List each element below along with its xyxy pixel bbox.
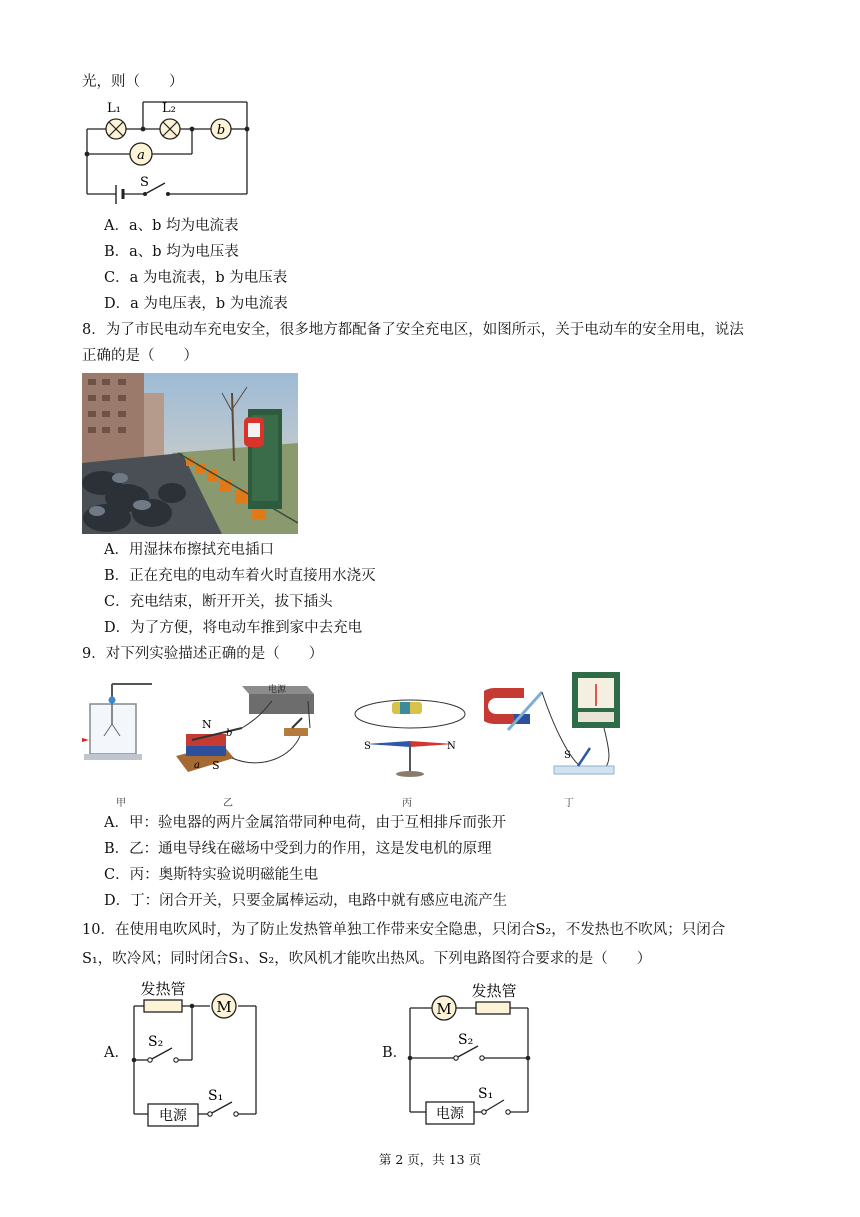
- q8-option-d: D．为了方便，将电动车推到家中去充电: [104, 620, 363, 636]
- caption-ding: 丁: [564, 798, 574, 809]
- q9-option-d: D．丁：闭合开关，只要金属棒运动，电路中就有感应电流产生: [104, 893, 508, 909]
- oersted-experiment-figure: [350, 686, 470, 782]
- page-footer: 第 2 页，共 13 页: [378, 1152, 482, 1167]
- compass-n-label: N: [447, 741, 456, 752]
- meter-b-label: b: [216, 123, 226, 138]
- caption-jia: 甲: [116, 798, 126, 809]
- q10-circuit-a: [128, 976, 263, 1128]
- heater-icon: [476, 1002, 510, 1014]
- q7-circuit-diagram: [80, 96, 255, 208]
- lamp-l2-label: L₂: [162, 101, 176, 116]
- switch-s2-label: S₂: [148, 1034, 164, 1050]
- q7-option-d: D．a 为电压表，b 为电流表: [104, 296, 288, 312]
- q7-option-c: C．a 为电流表，b 为电压表: [104, 270, 288, 286]
- switch-s2-label: S₂: [458, 1032, 474, 1048]
- charging-station-photo: [82, 373, 298, 534]
- lamp-l1-icon: [106, 119, 126, 139]
- heater-label: 发热管: [471, 982, 517, 1000]
- switch-s-label: S: [140, 175, 149, 190]
- q8-stem-line2: 正确的是（ ）: [82, 348, 198, 364]
- q8-option-c: C．充电结束，断开开关，拔下插头: [104, 594, 333, 610]
- caption-yi: 乙: [223, 798, 233, 809]
- induction-experiment-figure: [484, 668, 624, 786]
- q7-option-b: B．a、b 均为电压表: [104, 244, 239, 260]
- electroscope-figure: [82, 676, 157, 764]
- switch-s-label: S: [564, 750, 571, 761]
- switch-s1-label: S₁: [478, 1086, 494, 1102]
- power-source-label: 电源: [159, 1108, 187, 1124]
- q8-option-a: A．用湿抹布擦拭充电插口: [104, 542, 274, 558]
- power-box-label: 电源: [267, 685, 287, 695]
- q9-stem: 9．对下列实验描述正确的是（ ）: [82, 646, 324, 662]
- lamp-l1-label: L₁: [107, 101, 121, 116]
- rail-b-label: b: [226, 728, 233, 739]
- q9-option-c: C．丙：奥斯特实验说明磁能生电: [104, 867, 319, 883]
- q8-stem-line1: 8．为了市民电动车充电安全，很多地方都配备了安全充电区，如图所示，关于电动车的安全用电，说法: [82, 322, 744, 338]
- q7-option-a: A．a、b 均为电流表: [104, 218, 239, 234]
- power-source-label: 电源: [436, 1106, 464, 1122]
- meter-a-label: a: [137, 148, 145, 163]
- q10-stem-line1: 10．在使用电吹风时，为了防止发热管单独工作带来安全隐患，只闭合S₂，不发热也不吹风；只闭合: [82, 922, 726, 938]
- q10-stem-line2: S₁，吹冷风；同时闭合S₁、S₂，吹风机才能吹出热风。下列电路图符合要求的是（ ）: [82, 951, 652, 967]
- q10-option-b-label: B．: [382, 1045, 408, 1061]
- lamp-l2-icon: [160, 119, 180, 139]
- rail-a-label: a: [194, 760, 200, 771]
- pole-n-label: N: [202, 718, 212, 731]
- q9-option-b: B．乙：通电导线在磁场中受到力的作用，这是发电机的原理: [104, 841, 492, 857]
- q8-option-b: B．正在充电的电动车着火时直接用水浇灭: [104, 568, 376, 584]
- q9-option-a: A．甲：验电器的两片金属箔带同种电荷，由于互相排斥而张开: [104, 815, 506, 831]
- switch-s1-label: S₁: [208, 1088, 224, 1104]
- compass-s-label: S: [364, 741, 371, 752]
- heater-icon: [144, 1000, 182, 1012]
- motor-label: M: [216, 998, 232, 1016]
- q10-option-a-label: A．: [104, 1045, 129, 1061]
- pole-s-label: S: [212, 759, 220, 772]
- motor-label: M: [436, 1000, 452, 1018]
- motor-experiment-figure: [172, 676, 322, 776]
- q10-circuit-b: [404, 976, 539, 1128]
- heater-label: 发热管: [140, 980, 186, 998]
- q7-stem-tail: 光，则（ ）: [82, 74, 184, 90]
- caption-bing: 丙: [402, 798, 412, 809]
